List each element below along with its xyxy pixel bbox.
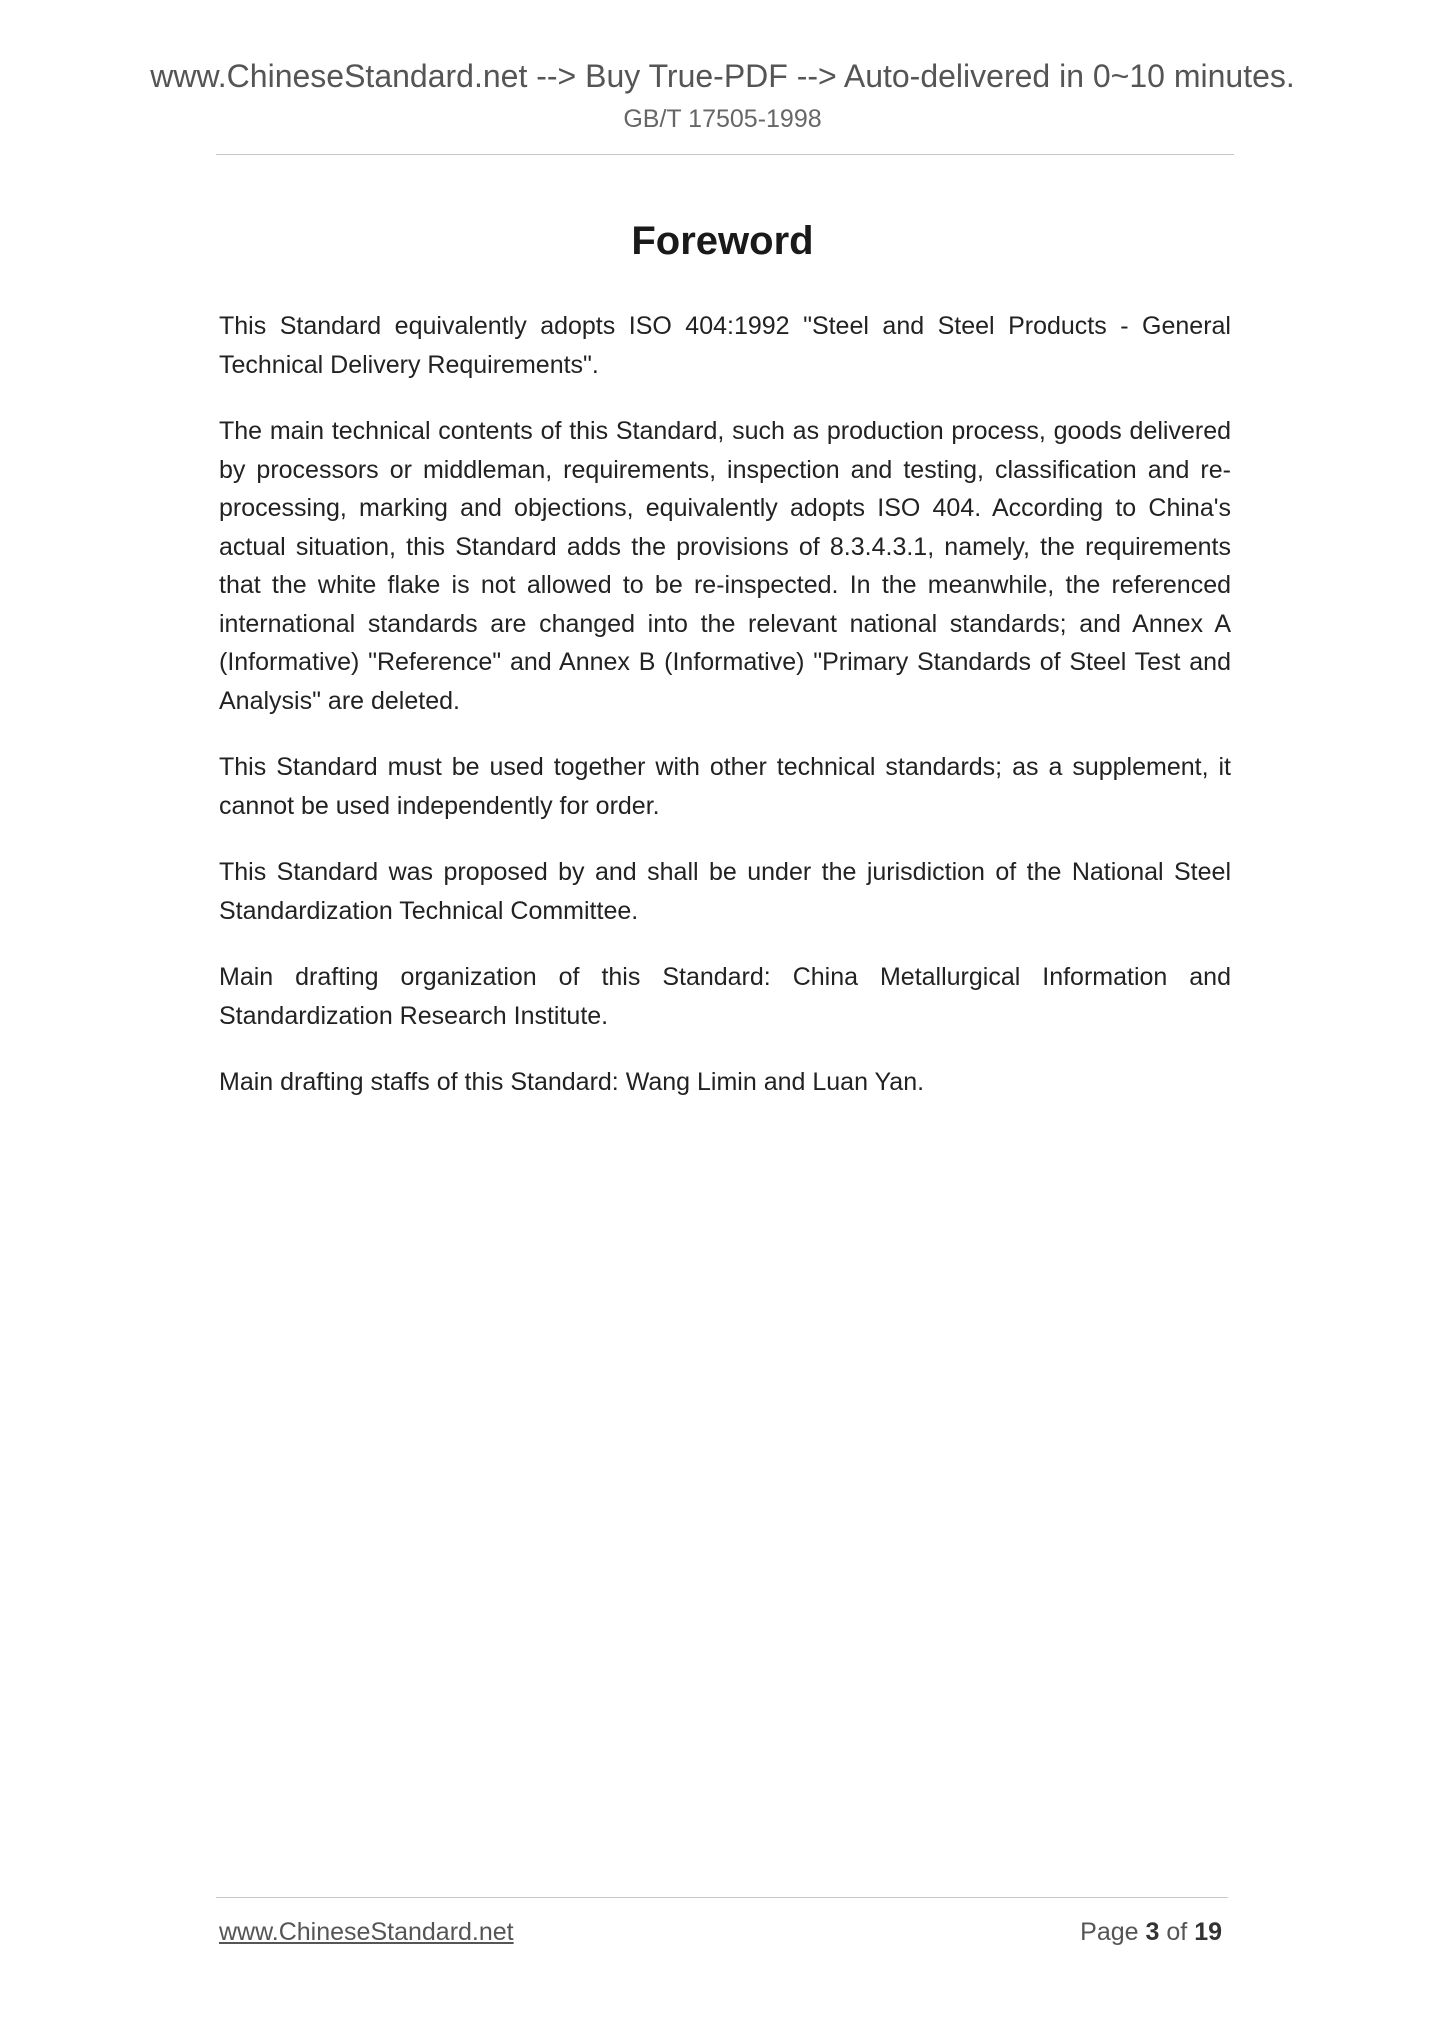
- paragraph-drafting-staff: Main drafting staffs of this Standard: Wang Limin and Luan Yan.: [219, 1068, 925, 1096]
- paragraph-drafting-organization: Main drafting organization of this Standard: China Metallurgical Information and Standardization Research Institute.: [219, 963, 1231, 1030]
- header-divider: [216, 154, 1234, 155]
- current-page-number: 3: [1145, 1918, 1160, 1946]
- site-banner: www.ChineseStandard.net --> Buy True-PDF --> Auto-delivered in 0~10 minutes.: [150, 58, 1295, 94]
- footer-site-link[interactable]: www.ChineseStandard.net: [219, 1918, 514, 1946]
- paragraph-adoption: This Standard equivalently adopts ISO 404:1992 "Steel and Steel Products - General Technical Delivery Requirements".: [219, 312, 1231, 379]
- page-title: Foreword: [631, 219, 814, 263]
- page-separator: of: [1166, 1918, 1188, 1946]
- paragraph-technical-contents: The main technical contents of this Standard, such as production process, goods delivered by processors or middleman, requirements, inspection and testing, classification and re-processing, marking and objections, equivalently adopts ISO 404. According to China's actual situation, this Standard adds the provisions of 8.3.4.3.1, namely, the requirements that the white flake is not allowed to be re-inspected. In the meanwhile, the referenced international standards are changed into the relevant national standards; and Annex A (Informative) "Reference" and Annex B (Informative) "Primary Standards of Steel Test and Analysis" are deleted.: [219, 417, 1231, 715]
- paragraph-usage: This Standard must be used together with other technical standards; as a supplement, it cannot be used independently for order.: [219, 753, 1231, 820]
- total-pages-number: 19: [1194, 1918, 1222, 1946]
- foreword-body: [219, 307, 1231, 1130]
- page-prefix: Page: [1080, 1918, 1139, 1946]
- page-number: [1080, 1916, 1222, 1948]
- footer-divider: [216, 1897, 1228, 1898]
- standard-code: GB/T 17505-1998: [623, 105, 822, 133]
- paragraph-jurisdiction: This Standard was proposed by and shall be under the jurisdiction of the National Steel Standardization Technical Committee.: [219, 858, 1231, 925]
